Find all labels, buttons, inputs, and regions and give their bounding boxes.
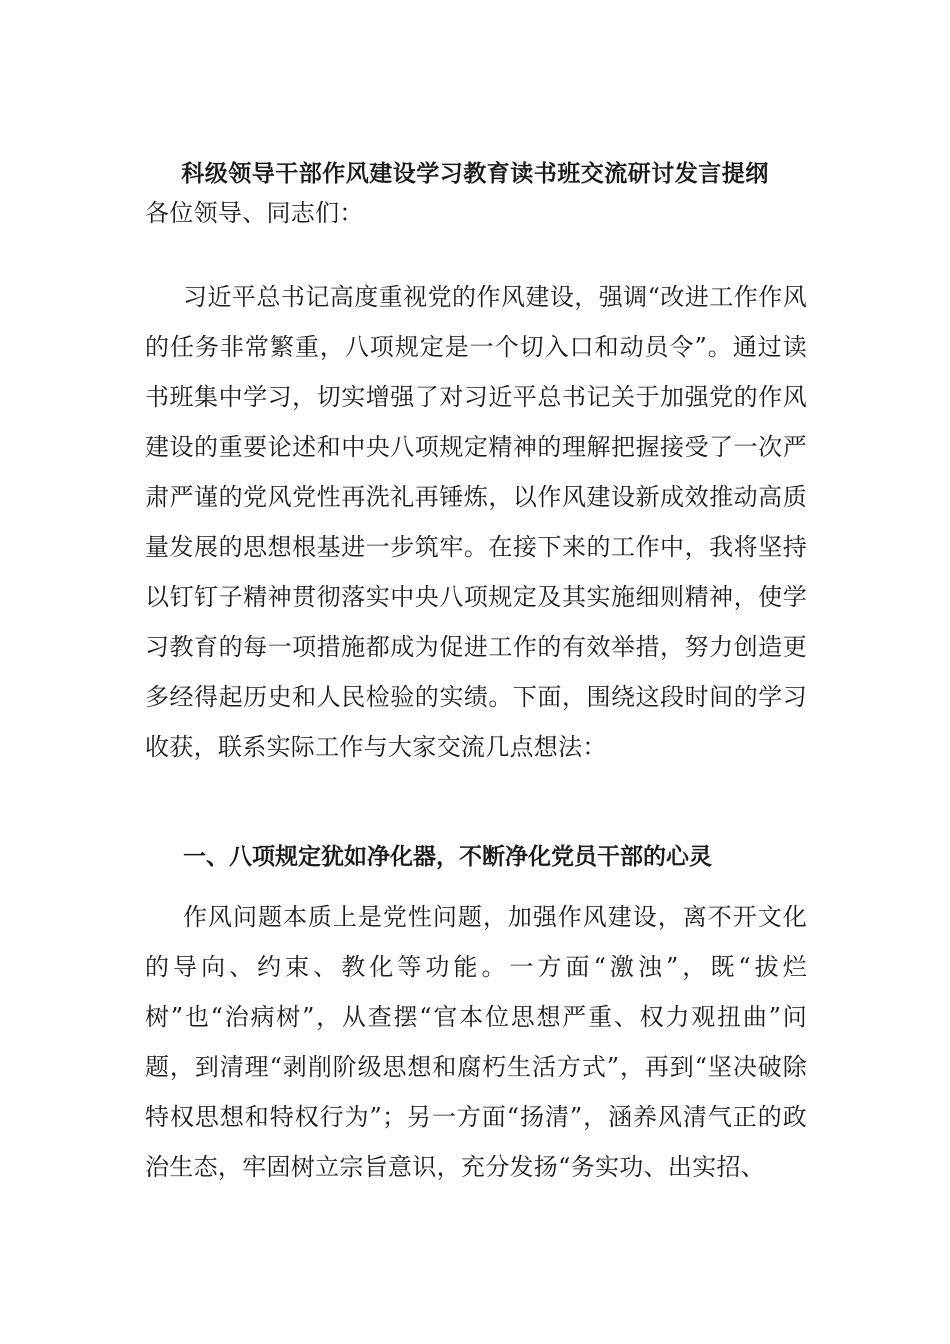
paragraph-section-1: 作风问题本质上是党性问题，加强作风建设，离不开文化的导向、约束、教化等功能。一方面“激浊”，既“拔烂树”也“治病树”，从查摆“官本位思想严重、权力观扭曲”问题，到清理“剥削阶级思想和腐朽生活方式”，再到“坚决破除特权思想和特权行为”；另一方面“扬清”，涵养风清气正的政治生态，牢固树立宗旨意识，充分发扬“务实功、出实招、 [145, 903, 807, 1181]
document-title: 科级领导干部作风建设学习教育读书班交流研讨发言提纲 [181, 161, 769, 187]
section-heading-1: 一、八项规定犹如净化器，不断净化党员干部的心灵 [183, 844, 712, 870]
salutation: 各位领导、同志们： [145, 199, 364, 227]
paragraph-intro: 习近平总书记高度重视党的作风建设，强调“改进工作作风的任务非常繁重，八项规定是一个切入口和动员令”。通过读书班集中学习，切实增强了对习近平总书记关于加强党的作风建设的重要论述和中央八项规定精神的理解把握接受了一次严肃严谨的党风党性再洗礼再锤炼，以作风建设新成效推动高质量发展的思想根基进一步筑牢。在接下来的工作中，我将坚持以钉钉子精神贯彻落实中央八项规定及其实施细则精神，使学习教育的每一项措施都成为促进工作的有效举措，努力创造更多经得起历史和人民检验的实绩。下面，围绕这段时间的学习收获，联系实际工作与大家交流几点想法： [145, 283, 807, 761]
